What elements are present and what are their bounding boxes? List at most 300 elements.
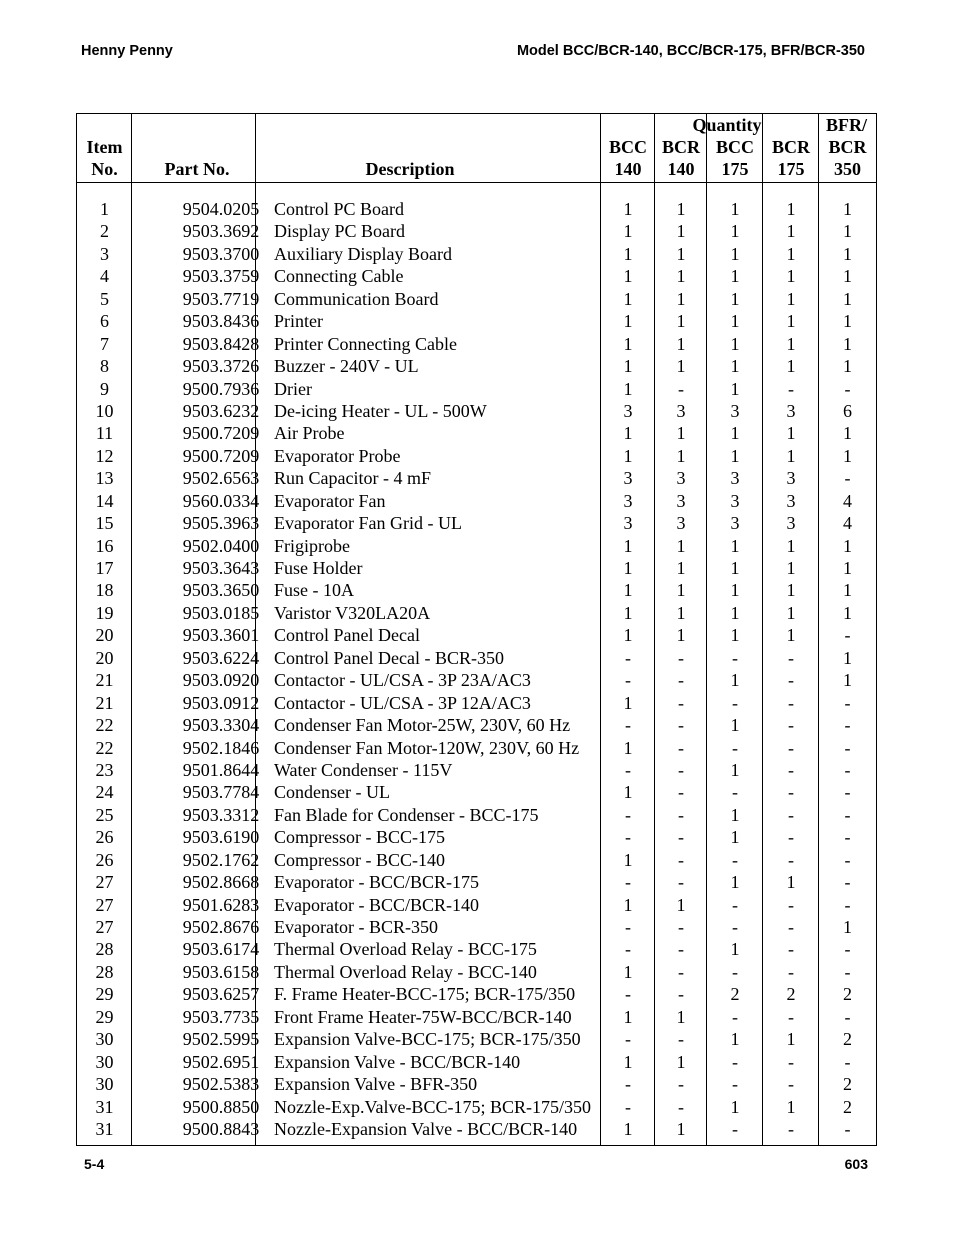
- description-cell: Condenser Fan Motor-120W, 230V, 60 Hz: [274, 737, 580, 758]
- qty-bcr140-cell: 1: [676, 288, 686, 309]
- part-number-cell: 9503.3726: [182, 356, 260, 377]
- qty-bcr140-cell: -: [678, 692, 684, 713]
- header-bcr350-line1: BCR: [828, 137, 867, 157]
- table-row: [77, 916, 876, 938]
- qty-bcc175-cell: 3: [730, 513, 740, 534]
- table-row: [77, 1096, 876, 1118]
- qty-bcr350-cell: -: [844, 378, 851, 399]
- description-cell: Contactor - UL/CSA - 3P 12A/AC3: [274, 692, 531, 713]
- qty-bcc140-cell: -: [625, 984, 631, 1005]
- table-row: [77, 220, 876, 242]
- qty-bcc175-cell: -: [732, 1006, 738, 1027]
- description-cell: Nozzle-Expansion Valve - BCC/BCR-140: [274, 1118, 578, 1139]
- qty-bcc140-cell: -: [625, 1096, 631, 1117]
- item-number-cell: 29: [95, 1006, 114, 1027]
- qty-bcc175-cell: 1: [730, 804, 740, 825]
- description-cell: Evaporator Probe: [274, 445, 401, 466]
- qty-bcc175-cell: 1: [730, 311, 740, 332]
- qty-bcc140-cell: 3: [623, 400, 633, 421]
- qty-bcr350-cell: -: [844, 782, 851, 803]
- qty-bcr175-cell: -: [788, 939, 794, 960]
- qty-bcr350-cell: 1: [843, 602, 852, 623]
- qty-bcc175-cell: -: [732, 737, 738, 758]
- qty-bcr175-cell: 1: [786, 311, 796, 332]
- qty-bcc175-cell: -: [732, 849, 738, 870]
- part-number-cell: 9503.0920: [182, 670, 260, 691]
- description-cell: Compressor - BCC-175: [274, 827, 445, 848]
- qty-bcr140-cell: 1: [676, 333, 686, 354]
- qty-bcr140-cell: 3: [676, 468, 686, 489]
- qty-bcr140-cell: -: [678, 759, 684, 780]
- qty-bcc175-cell: 1: [730, 558, 740, 578]
- description-cell: Varistor V320LA20A: [274, 602, 431, 623]
- item-number-cell: 12: [95, 445, 114, 466]
- qty-bcr175-cell: -: [788, 1006, 794, 1027]
- description-cell: Buzzer - 240V - UL: [274, 356, 419, 377]
- qty-bcr140-cell: -: [678, 647, 684, 668]
- table-row: [77, 983, 876, 1005]
- header-bcr140-line1: BCR: [661, 137, 700, 157]
- qty-bcr175-cell: 1: [786, 243, 796, 264]
- qty-bcr350-cell: -: [844, 737, 851, 758]
- part-number-cell: 9560.0334: [182, 490, 260, 511]
- part-number-cell: 9503.6257: [182, 984, 260, 1005]
- table-row: [77, 1051, 876, 1073]
- description-cell: Expansion Valve - BCC/BCR-140: [274, 1051, 521, 1072]
- qty-bcr140-cell: -: [678, 827, 684, 848]
- qty-bcr175-cell: 1: [786, 445, 796, 466]
- item-number-cell: 7: [100, 333, 109, 354]
- qty-bcc140-cell: -: [625, 759, 631, 780]
- qty-bcc140-cell: 1: [623, 199, 633, 219]
- qty-bcc140-cell: 1: [623, 1006, 633, 1027]
- qty-bcr140-cell: 1: [676, 1118, 686, 1139]
- qty-bcr350-cell: 1: [843, 221, 852, 242]
- part-number-cell: 9503.6158: [182, 961, 260, 982]
- part-number-cell: 9504.0205: [182, 199, 260, 219]
- qty-bcr175-cell: 1: [786, 1096, 796, 1117]
- qty-bcc175-cell: 1: [730, 243, 740, 264]
- table-row: [77, 647, 876, 669]
- item-number-cell: 10: [95, 400, 114, 421]
- qty-bcr175-cell: 1: [786, 535, 796, 556]
- table-row: [77, 602, 876, 624]
- qty-bcc140-cell: 1: [623, 445, 633, 466]
- qty-bcr175-cell: 1: [786, 872, 796, 893]
- qty-bcr140-cell: 3: [676, 400, 686, 421]
- item-number-cell: 27: [95, 872, 114, 893]
- table-row: [77, 579, 876, 601]
- table-row: [77, 871, 876, 893]
- item-number-cell: 21: [95, 670, 114, 691]
- qty-bcr175-cell: 1: [786, 333, 796, 354]
- qty-bcc140-cell: 3: [623, 490, 633, 511]
- qty-bcr175-cell: -: [788, 1074, 794, 1095]
- qty-bcr350-cell: -: [844, 827, 851, 848]
- qty-bcc140-cell: 1: [623, 266, 633, 287]
- qty-bcr175-cell: 2: [786, 984, 796, 1005]
- description-cell: Evaporator Fan Grid - UL: [274, 513, 462, 534]
- qty-bcr140-cell: -: [678, 670, 684, 691]
- qty-bcc175-cell: 3: [730, 490, 740, 511]
- part-number-cell: 9502.6563: [182, 468, 260, 489]
- qty-bcc140-cell: 1: [623, 558, 633, 578]
- part-number-cell: 9503.3692: [182, 221, 260, 242]
- qty-bcr175-cell: 3: [786, 468, 796, 489]
- qty-bcc140-cell: -: [625, 917, 631, 937]
- qty-bcc140-cell: -: [625, 827, 631, 848]
- qty-bcc175-cell: 3: [730, 400, 740, 421]
- description-cell: Communication Board: [274, 288, 439, 309]
- item-number-cell: 20: [95, 625, 114, 646]
- model-title: Model BCC/BCR-140, BCC/BCR-175, BFR/BCR-350: [516, 43, 865, 59]
- item-number-cell: 11: [95, 423, 114, 444]
- qty-bcc175-cell: -: [732, 1074, 738, 1095]
- item-number-cell: 1: [100, 199, 109, 219]
- qty-bcc175-cell: 1: [730, 602, 740, 623]
- description-cell: Evaporator Fan: [274, 490, 386, 511]
- table-row: [77, 737, 876, 759]
- qty-bcr175-cell: -: [788, 647, 794, 668]
- item-number-cell: 16: [95, 535, 114, 556]
- qty-bcc140-cell: 1: [623, 378, 633, 399]
- qty-bcc140-cell: 1: [623, 580, 633, 601]
- qty-bcc140-cell: 1: [623, 423, 633, 444]
- qty-bcc140-cell: -: [625, 670, 631, 691]
- qty-bcr175-cell: 1: [786, 266, 796, 287]
- item-number-cell: 29: [95, 984, 114, 1005]
- qty-bcr140-cell: -: [678, 961, 684, 982]
- item-number-cell: 20: [95, 647, 114, 668]
- table-row: [77, 894, 876, 916]
- qty-bcc175-cell: 1: [730, 378, 740, 399]
- part-number-cell: 9502.8668: [182, 872, 260, 893]
- description-cell: Fan Blade for Condenser - BCC-175: [274, 804, 539, 825]
- qty-bcr175-cell: -: [788, 670, 794, 691]
- qty-bcr350-cell: 1: [843, 333, 852, 354]
- part-number-cell: 9502.6951: [182, 1051, 260, 1072]
- qty-bcc140-cell: -: [625, 1074, 631, 1095]
- qty-bcr350-cell: 4: [843, 490, 852, 511]
- qty-bcc140-cell: -: [625, 715, 631, 736]
- qty-bcr350-cell: 6: [843, 400, 852, 421]
- qty-bcr140-cell: 1: [676, 199, 686, 219]
- qty-bcr350-cell: -: [844, 1051, 851, 1072]
- qty-bcr350-cell: -: [844, 468, 851, 489]
- qty-bcr350-cell: -: [844, 759, 851, 780]
- qty-bcc175-cell: -: [732, 647, 738, 668]
- qty-bcr140-cell: 1: [676, 580, 686, 601]
- qty-bcr175-cell: -: [788, 782, 794, 803]
- item-number-cell: 2: [100, 221, 109, 242]
- table-row: [77, 310, 876, 332]
- qty-bcc140-cell: -: [625, 872, 631, 893]
- table-row: [77, 961, 876, 983]
- qty-bcc175-cell: 1: [730, 827, 740, 848]
- qty-bcc175-cell: 1: [730, 221, 740, 242]
- table-row: [77, 198, 876, 220]
- qty-bcr140-cell: 1: [676, 445, 686, 466]
- table-row: [77, 467, 876, 489]
- item-number-cell: 13: [95, 468, 114, 489]
- qty-bcc140-cell: 1: [623, 311, 633, 332]
- qty-bcr140-cell: 3: [676, 490, 686, 511]
- qty-bcr350-cell: 1: [843, 917, 852, 937]
- item-number-cell: 26: [95, 827, 114, 848]
- description-cell: F. Frame Heater-BCC-175; BCR-175/350: [274, 984, 576, 1005]
- qty-bcr140-cell: 1: [676, 625, 686, 646]
- description-cell: Display PC Board: [274, 221, 406, 242]
- manufacturer-name: Henny Penny: [81, 43, 173, 59]
- qty-bcc175-cell: 1: [730, 939, 740, 960]
- qty-bcc175-cell: 1: [730, 625, 740, 646]
- part-number-cell: 9502.1846: [182, 737, 260, 758]
- qty-bcr175-cell: 3: [786, 490, 796, 511]
- qty-bcr140-cell: -: [678, 737, 684, 758]
- description-cell: Nozzle-Exp.Valve-BCC-175; BCR-175/350: [274, 1096, 591, 1117]
- description-cell: Condenser - UL: [274, 782, 390, 803]
- description-cell: Fuse - 10A: [274, 580, 354, 601]
- qty-bcr350-cell: 1: [843, 445, 852, 466]
- qty-bcc140-cell: 1: [623, 535, 633, 556]
- qty-bcr175-cell: -: [788, 1118, 794, 1139]
- qty-bcr140-cell: -: [678, 872, 684, 893]
- qty-bcr350-cell: 2: [843, 984, 852, 1005]
- qty-bcr350-cell: -: [844, 872, 851, 893]
- qty-bcr350-cell: 1: [843, 580, 852, 601]
- item-number-cell: 27: [95, 917, 114, 937]
- qty-bcr175-cell: 1: [786, 1029, 796, 1050]
- item-number-cell: 4: [100, 266, 109, 287]
- table-row: [77, 557, 876, 579]
- qty-bcr350-cell: 4: [843, 513, 852, 534]
- part-number-cell: 9502.0400: [182, 535, 260, 556]
- qty-bcc175-cell: 1: [730, 535, 740, 556]
- table-row: [77, 669, 876, 691]
- qty-bcc140-cell: 1: [623, 782, 633, 803]
- qty-bcr140-cell: 1: [676, 221, 686, 242]
- header-bfr: BFR/: [825, 115, 867, 135]
- qty-bcr175-cell: 3: [786, 400, 796, 421]
- table-row: [77, 692, 876, 714]
- header-description: Description: [365, 159, 455, 179]
- qty-bcc175-cell: 1: [730, 423, 740, 444]
- table-row: [77, 535, 876, 557]
- header-bcc175-line2: 175: [721, 159, 749, 179]
- qty-bcr175-cell: -: [788, 894, 794, 915]
- qty-bcr175-cell: 1: [786, 580, 796, 601]
- part-number-cell: 9501.8644: [182, 759, 260, 780]
- description-cell: Air Probe: [274, 423, 345, 444]
- qty-bcr175-cell: 1: [786, 423, 796, 444]
- qty-bcc175-cell: 1: [730, 759, 740, 780]
- qty-bcr175-cell: 1: [786, 625, 796, 646]
- qty-bcc175-cell: 2: [730, 984, 740, 1005]
- qty-bcr140-cell: 1: [676, 423, 686, 444]
- part-number-cell: 9503.0912: [182, 692, 260, 713]
- part-number-cell: 9501.6283: [182, 894, 260, 915]
- description-cell: Frigiprobe: [274, 535, 350, 556]
- qty-bcr140-cell: -: [678, 849, 684, 870]
- header-divider: [77, 182, 876, 183]
- description-cell: Evaporator - BCC/BCR-175: [274, 872, 479, 893]
- item-number-cell: 19: [95, 602, 114, 623]
- qty-bcc175-cell: -: [732, 782, 738, 803]
- item-number-cell: 3: [100, 243, 109, 264]
- qty-bcr175-cell: -: [788, 759, 794, 780]
- qty-bcr350-cell: 1: [843, 288, 852, 309]
- qty-bcc140-cell: 1: [623, 1118, 633, 1139]
- qty-bcr175-cell: -: [788, 917, 794, 937]
- table-row: [77, 1118, 876, 1140]
- part-number-cell: 9503.3304: [182, 715, 260, 736]
- item-number-cell: 14: [95, 490, 114, 511]
- item-number-cell: 25: [95, 804, 114, 825]
- part-number-cell: 9500.7209: [182, 423, 260, 444]
- part-number-cell: 9502.5383: [182, 1074, 260, 1095]
- qty-bcc140-cell: -: [625, 647, 631, 668]
- qty-bcc175-cell: -: [732, 692, 738, 713]
- item-number-cell: 26: [95, 849, 114, 870]
- table-row: [77, 400, 876, 422]
- qty-bcr140-cell: 1: [676, 311, 686, 332]
- qty-bcc140-cell: 1: [623, 961, 633, 982]
- table-row: [77, 333, 876, 355]
- qty-bcr140-cell: 1: [676, 602, 686, 623]
- qty-bcc175-cell: 3: [730, 468, 740, 489]
- description-cell: Water Condenser - 115V: [274, 759, 453, 780]
- revision-date: 603: [844, 1156, 868, 1172]
- qty-bcc140-cell: 1: [623, 737, 633, 758]
- header-part-no: Part No.: [164, 159, 230, 179]
- item-number-cell: 9: [100, 378, 109, 399]
- item-number-cell: 8: [100, 356, 109, 377]
- qty-bcr350-cell: -: [844, 849, 851, 870]
- part-number-cell: 9503.3312: [182, 804, 260, 825]
- qty-bcc140-cell: 1: [623, 625, 633, 646]
- description-cell: Expansion Valve - BFR-350: [274, 1074, 478, 1095]
- table-row: [77, 243, 876, 265]
- qty-bcr175-cell: 3: [786, 513, 796, 534]
- header-bcc140-line2: 140: [614, 159, 642, 179]
- qty-bcr175-cell: -: [788, 961, 794, 982]
- qty-bcc140-cell: -: [625, 804, 631, 825]
- part-number-cell: 9505.3963: [182, 513, 260, 534]
- part-number-cell: 9503.6190: [182, 827, 260, 848]
- header-bcr175-line2: 175: [777, 159, 805, 179]
- header-bcr350-line2: 350: [834, 159, 861, 179]
- part-number-cell: 9500.8850: [182, 1096, 260, 1117]
- item-number-cell: 22: [95, 715, 114, 736]
- qty-bcr140-cell: -: [678, 917, 684, 937]
- qty-bcc175-cell: -: [732, 894, 738, 915]
- qty-bcc140-cell: 1: [623, 243, 633, 264]
- qty-bcr175-cell: -: [788, 692, 794, 713]
- qty-bcr350-cell: -: [844, 1118, 851, 1139]
- qty-bcr140-cell: 1: [676, 356, 686, 377]
- table-row: [77, 512, 876, 534]
- description-cell: Compressor - BCC-140: [274, 849, 445, 870]
- qty-bcr140-cell: 3: [676, 513, 686, 534]
- qty-bcr175-cell: -: [788, 804, 794, 825]
- qty-bcc175-cell: 1: [730, 872, 740, 893]
- item-number-cell: 31: [95, 1096, 114, 1117]
- item-number-cell: 5: [100, 288, 109, 309]
- qty-bcc140-cell: 1: [623, 288, 633, 309]
- part-number-cell: 9503.7784: [182, 782, 260, 803]
- qty-bcr350-cell: -: [844, 625, 851, 646]
- item-number-cell: 28: [95, 961, 114, 982]
- qty-bcr140-cell: 1: [676, 535, 686, 556]
- table-row: [77, 1028, 876, 1050]
- part-number-cell: 9503.0185: [182, 602, 260, 623]
- part-number-cell: 9502.5995: [182, 1029, 260, 1050]
- qty-bcc140-cell: 1: [623, 333, 633, 354]
- item-number-cell: 30: [95, 1051, 114, 1072]
- item-number-cell: 31: [95, 1118, 114, 1139]
- qty-bcr140-cell: -: [678, 1074, 684, 1095]
- description-cell: Auxiliary Display Board: [274, 243, 452, 264]
- qty-bcr350-cell: 1: [843, 266, 852, 287]
- qty-bcc175-cell: 1: [730, 580, 740, 601]
- table-row: [77, 624, 876, 646]
- item-number-cell: 6: [100, 311, 109, 332]
- qty-bcr175-cell: 1: [786, 356, 796, 377]
- description-cell: Evaporator - BCC/BCR-140: [274, 894, 479, 915]
- table-row: [77, 1006, 876, 1028]
- part-number-cell: 9500.8843: [182, 1118, 260, 1139]
- qty-bcc140-cell: -: [625, 939, 631, 960]
- part-number-cell: 9503.8428: [182, 333, 260, 354]
- header-bcc140-line1: BCC: [608, 137, 647, 157]
- part-number-cell: 9503.3700: [182, 243, 260, 264]
- qty-bcr175-cell: -: [788, 849, 794, 870]
- qty-bcr350-cell: 1: [843, 423, 852, 444]
- part-number-cell: 9503.7719: [182, 288, 260, 309]
- header-bcc175-line1: BCC: [715, 137, 754, 157]
- item-number-cell: 30: [95, 1074, 114, 1095]
- description-cell: Front Frame Heater-75W-BCC/BCR-140: [274, 1006, 572, 1027]
- qty-bcr140-cell: 1: [676, 1051, 686, 1072]
- part-number-cell: 9500.7209: [182, 445, 260, 466]
- item-number-cell: 17: [95, 558, 114, 578]
- description-cell: Expansion Valve-BCC-175; BCR-175/350: [274, 1029, 581, 1050]
- qty-bcr350-cell: -: [844, 961, 851, 982]
- qty-bcc175-cell: 1: [730, 670, 740, 691]
- item-number-cell: 21: [95, 692, 114, 713]
- description-cell: Control Panel Decal: [274, 625, 420, 646]
- table-row: [77, 378, 876, 400]
- qty-bcr175-cell: -: [788, 827, 794, 848]
- qty-bcc140-cell: 1: [623, 849, 633, 870]
- qty-bcr350-cell: 1: [843, 558, 852, 578]
- qty-bcr350-cell: -: [844, 804, 851, 825]
- qty-bcc175-cell: 1: [730, 199, 740, 219]
- qty-bcc140-cell: 1: [623, 602, 633, 623]
- qty-bcc175-cell: 1: [730, 715, 740, 736]
- qty-bcc140-cell: -: [625, 1029, 631, 1050]
- description-cell: Evaporator - BCR-350: [274, 917, 438, 937]
- part-number-cell: 9503.6224: [182, 647, 260, 668]
- description-cell: Printer: [274, 311, 323, 332]
- table-row: [77, 265, 876, 287]
- item-number-cell: 18: [95, 580, 114, 601]
- qty-bcc140-cell: 1: [623, 1051, 633, 1072]
- part-number-cell: 9500.7936: [182, 378, 260, 399]
- qty-bcr350-cell: 1: [843, 356, 852, 377]
- item-number-cell: 15: [95, 513, 114, 534]
- description-cell: Thermal Overload Relay - BCC-175: [274, 939, 537, 960]
